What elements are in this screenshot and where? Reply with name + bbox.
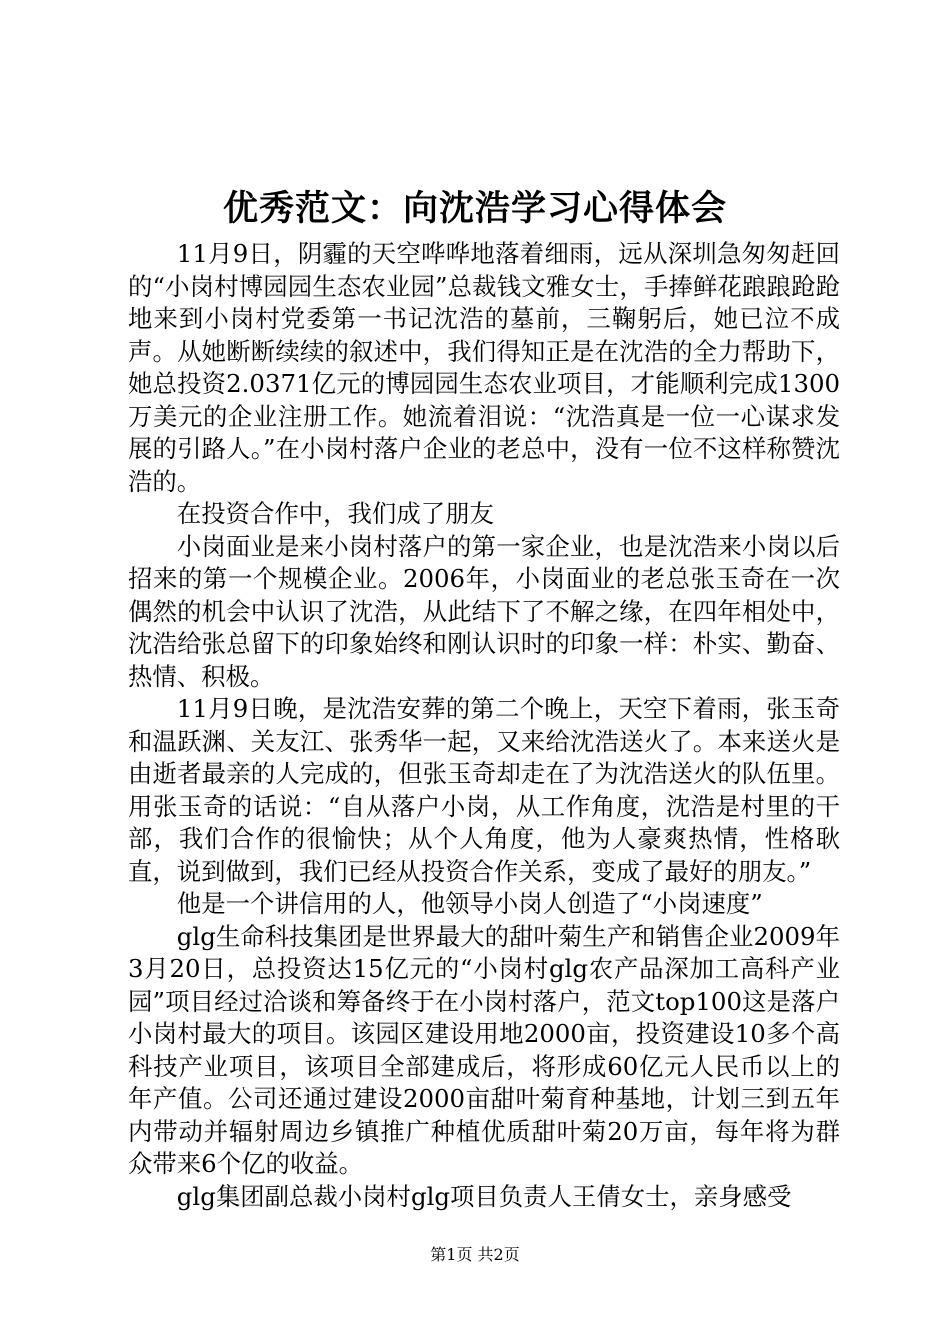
paragraph: glg生命科技集团是世界最大的甜叶菊生产和销售企业2009年3月20日，总投资达15亿元的“小岗村glg农产品深加工高科产业园”项目经过洽谈和筹备终于在小岗村落户，范文top100这是落户小岗村最大的项目。该园区建设用地2000亩，投资建设10多个高科技产业项目，该项目全部建成后，将形成60亿元人民币以上的年产值。公司还通过建设2000亩甜叶菊育种基地，计划三到五年内带动并辐射周边乡镇推广种植优质甜叶菊20万亩，每年将为群众带来6个亿的收益。 (128, 921, 840, 1178)
paragraph: 在投资合作中，我们成了朋友 (176, 499, 494, 528)
page-footer: 第1页 共2页 (430, 1245, 520, 1264)
paragraph: 小岗面业是来小岗村落户的第一家企业，也是沈浩来小岗以后招来的第一个规模企业。2006年，小岗面业的老总张玉奇在一次偶然的机会中认识了沈浩，从此结下了不解之缘，在四年相处中，沈浩给张总留下的印象始终和刚认识时的印象一样：朴实、勤奋、热情、积极。 (128, 531, 840, 691)
paragraph: 11月9日晚，是沈浩安葬的第二个晚上，天空下着雨，张玉奇和温跃渊、关友江、张秀华一起，又来给沈浩送火了。本来送火是由逝者最亲的人完成的，但张玉奇却走在了为沈浩送火的队伍里。用张玉奇的话说：“自从落户小岗，从工作角度，沈浩是村里的干部，我们合作的很愉快；从个人角度，他为人豪爽热情，性格耿直，说到做到，我们已经从投资合作关系，变成了最好的朋友。” (128, 694, 840, 886)
paragraph: 11月9日，阴霾的天空哗哗地落着细雨，远从深圳急匆匆赶回的“小岗村博园园生态农业园”总裁钱文雅女士，手捧鲜花踉踉跄跄地来到小岗村党委第一书记沈浩的墓前，三鞠躬后，她已泣不成声。从她断断续续的叙述中，我们得知正是在沈浩的全力帮助下，她总投资2.0371亿元的博园园生态农业项目，才能顺利完成1300万美元的企业注册工作。她流着泪说：“沈浩真是一位一心谋求发展的引路人。”在小岗村落户企业的老总中，没有一位不这样称赞沈浩的。 (128, 239, 840, 496)
paragraph: 他是一个讲信用的人，他领导小岗人创造了“小岗速度” (176, 889, 763, 918)
document-title: 优秀范文：向沈浩学习心得体会 (222, 188, 727, 229)
document-body (128, 238, 840, 1213)
paragraph: glg集团副总裁小岗村glg项目负责人王倩女士，亲身感受 (176, 1181, 792, 1211)
